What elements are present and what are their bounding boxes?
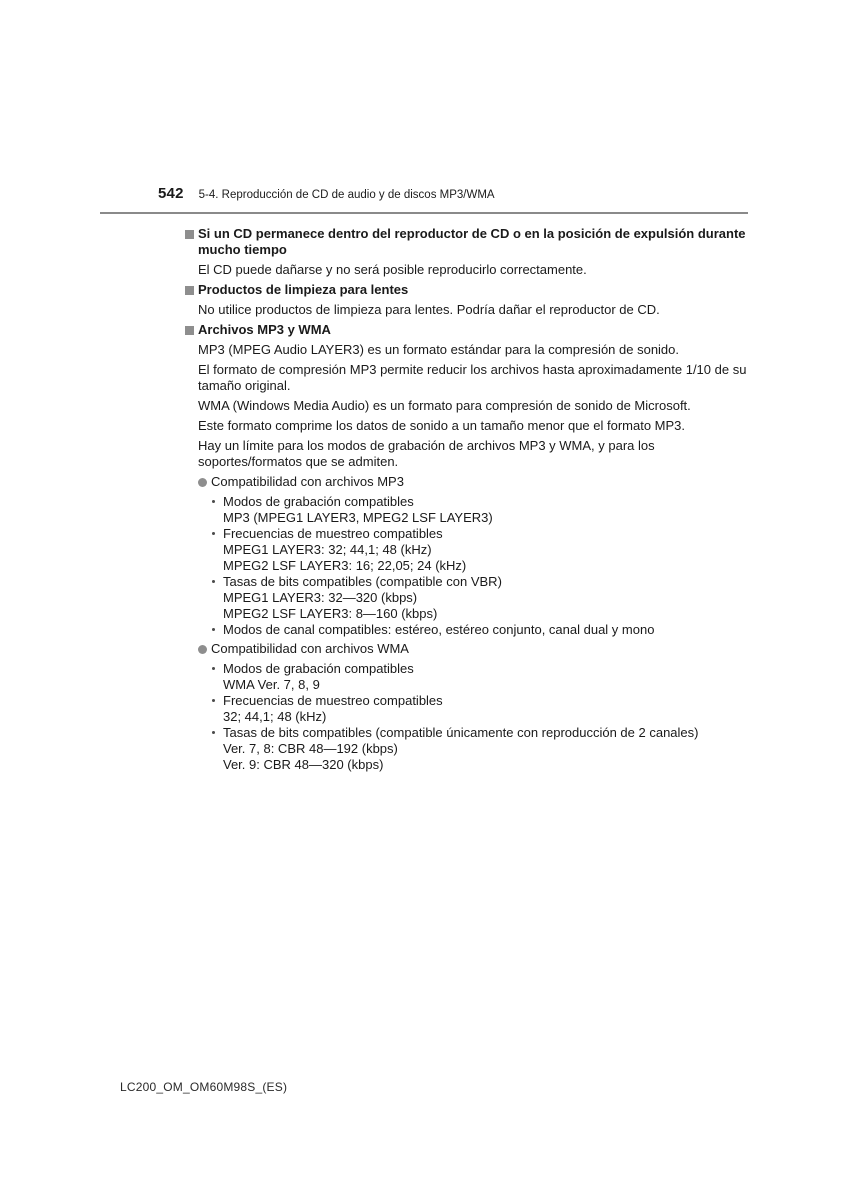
dot-bullet-icon — [212, 667, 215, 670]
dot-bullet-icon — [212, 532, 215, 535]
compatibility-group-wma — [185, 641, 751, 773]
list-item-line: Tasas de bits compatibles (compatible con VBR) — [223, 574, 502, 589]
bullet-list — [198, 494, 751, 638]
list-item-line: Ver. 9: CBR 48—320 (kbps) — [223, 757, 384, 772]
list-item-line: Modos de grabación compatibles — [223, 661, 414, 676]
list-item — [210, 574, 751, 622]
list-item — [210, 661, 751, 693]
list-item-line: Tasas de bits compatibles (compatible únicamente con reproducción de 2 canales) — [223, 725, 699, 740]
list-item-line: Frecuencias de muestreo compatibles — [223, 526, 443, 541]
group-label-text: Compatibilidad con archivos MP3 — [211, 474, 404, 489]
section-heading — [185, 226, 751, 258]
group-label — [198, 641, 751, 657]
paragraph: WMA (Windows Media Audio) es un formato para compresión de sonido de Microsoft. — [198, 398, 691, 413]
page-header — [158, 185, 495, 202]
list-item-line: MPEG1 LAYER3: 32—320 (kbps) — [223, 590, 418, 605]
paragraph: El formato de compresión MP3 permite reducir los archivos hasta aproximadamente 1/10 de su tamaño original. — [198, 362, 747, 393]
list-item-line: WMA Ver. 7, 8, 9 — [223, 677, 320, 692]
section-heading-text: Si un CD permanece dentro del reproductor de CD o en la posición de expulsión durante mucho tiempo — [198, 226, 746, 257]
section — [185, 282, 751, 318]
list-item — [210, 526, 751, 574]
group-label — [198, 474, 751, 490]
list-item — [210, 725, 751, 773]
dot-bullet-icon — [212, 731, 215, 734]
section-heading-text: Productos de limpieza para lentes — [198, 282, 409, 297]
circle-bullet-icon — [198, 478, 207, 487]
dot-bullet-icon — [212, 500, 215, 503]
list-item-line: MP3 (MPEG1 LAYER3, MPEG2 LSF LAYER3) — [223, 510, 493, 525]
section-heading-text: Archivos MP3 y WMA — [198, 322, 331, 337]
section — [185, 226, 751, 278]
dot-bullet-icon — [212, 699, 215, 702]
paragraph: Hay un límite para los modos de grabación de archivos MP3 y WMA, y para los soportes/formatos que se admiten. — [198, 438, 655, 469]
list-item — [210, 622, 751, 638]
footer-document-code: LC200_OM_OM60M98S_(ES) — [120, 1080, 288, 1094]
bullet-list — [198, 661, 751, 773]
section-heading — [185, 322, 751, 338]
dot-bullet-icon — [212, 580, 215, 583]
list-item-line: MPEG1 LAYER3: 32; 44,1; 48 (kHz) — [223, 542, 432, 557]
compatibility-group-mp3 — [185, 474, 751, 638]
section-heading — [185, 282, 751, 298]
list-item-line: MPEG2 LSF LAYER3: 8—160 (kbps) — [223, 606, 438, 621]
square-bullet-icon — [185, 326, 194, 335]
list-item-line: 32; 44,1; 48 (kHz) — [223, 709, 327, 724]
list-item-line: Modos de canal compatibles: estéreo, estéreo conjunto, canal dual y mono — [223, 622, 655, 637]
section — [185, 322, 751, 773]
list-item-line: Ver. 7, 8: CBR 48—192 (kbps) — [223, 741, 398, 756]
header-divider — [100, 212, 748, 214]
paragraph: MP3 (MPEG Audio LAYER3) es un formato estándar para la compresión de sonido. — [198, 342, 680, 357]
list-item — [210, 494, 751, 526]
list-item-line: Modos de grabación compatibles — [223, 494, 414, 509]
paragraph: El CD puede dañarse y no será posible reproducirlo correctamente. — [198, 262, 587, 277]
square-bullet-icon — [185, 230, 194, 239]
page-number: 542 — [158, 185, 184, 202]
list-item-line: MPEG2 LSF LAYER3: 16; 22,05; 24 (kHz) — [223, 558, 467, 573]
header-section-title: 5-4. Reproducción de CD de audio y de discos MP3/WMA — [198, 189, 495, 201]
paragraph: Este formato comprime los datos de sonido a un tamaño menor que el formato MP3. — [198, 418, 686, 433]
dot-bullet-icon — [212, 628, 215, 631]
paragraph: No utilice productos de limpieza para lentes. Podría dañar el reproductor de CD. — [198, 302, 660, 317]
list-item-line: Frecuencias de muestreo compatibles — [223, 693, 443, 708]
group-label-text: Compatibilidad con archivos WMA — [211, 641, 409, 656]
circle-bullet-icon — [198, 645, 207, 654]
page-content — [185, 224, 751, 774]
list-item — [210, 693, 751, 725]
square-bullet-icon — [185, 286, 194, 295]
